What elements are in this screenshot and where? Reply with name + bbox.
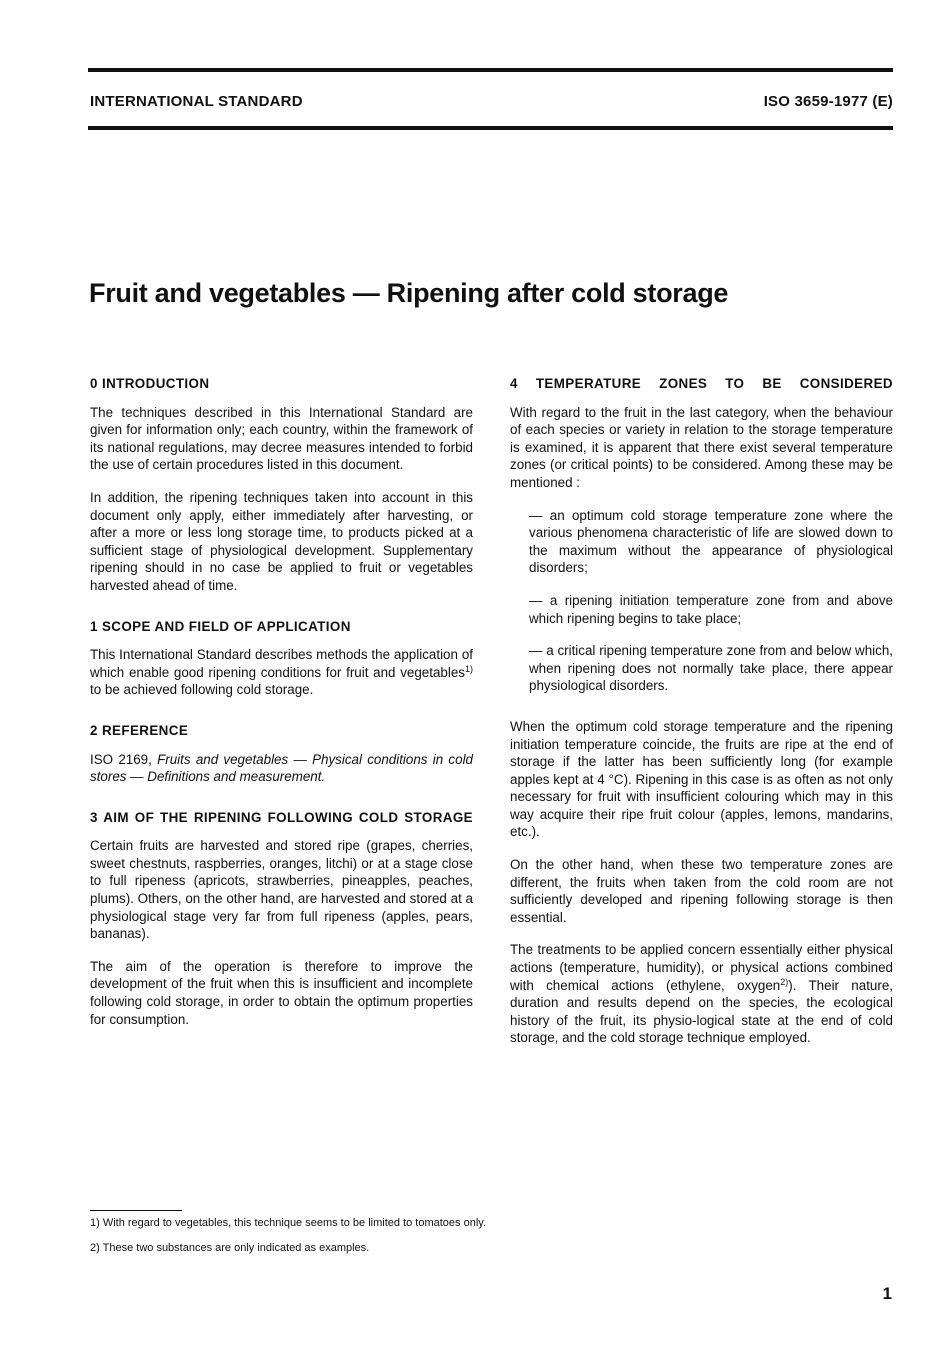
footnote-separator bbox=[90, 1210, 182, 1211]
header-standard-label: INTERNATIONAL STANDARD bbox=[90, 93, 303, 110]
section-1-text-a: This International Standard describes methods the application of which enable good ripening conditions for fruit and vegetables bbox=[90, 647, 473, 680]
section-2-reference bbox=[90, 751, 473, 786]
section-4-paragraph-3: On the other hand, when these two temperature zones are different, the fruits when taken from the cold room are not sufficiently developed and ripening following storage is then essential. bbox=[510, 857, 893, 925]
zone-list-item: — a critical ripening temperature zone from and below which, when ripening does not normally take place, there appear physiological disorders. bbox=[529, 643, 893, 694]
section-0-heading: 0 INTRODUCTION bbox=[90, 376, 210, 391]
section-4-text-a: The treatments to be applied concern essentially either physical actions (temperature, humidity), or physical actions combined with chemical actions (ethylene, oxygen bbox=[510, 942, 893, 993]
section-4-paragraph-4 bbox=[510, 941, 893, 1047]
footnote-ref-2: 2) bbox=[780, 976, 789, 987]
header-document-number: ISO 3659-1977 (E) bbox=[763, 93, 893, 110]
footnote-ref-1: 1) bbox=[464, 663, 473, 674]
section-4-paragraph-1: With regard to the fruit in the last category, when the behaviour of each species or variety in relation to the storage temperature is examined, it is apparent that there exist several temperature zones (or critical points) to be considered. Among these may be mentioned : bbox=[510, 404, 893, 490]
section-4-text-b: ). Their nature, duration and results depend on the species, the ecological history of the fruit, its physio-logical state at the end of cold storage, and the cold storage technique employed. bbox=[510, 977, 893, 1046]
reference-title: Fruits and vegetables — Physical conditions in cold stores — Definitions and measurement. bbox=[90, 751, 473, 785]
section-0-paragraph-1: The techniques described in this International Standard are given for information only; each country, within the framework of its national regulations, may decree measures intended to forbid the use of certain procedures listed in this document. bbox=[90, 404, 473, 473]
left-column bbox=[90, 375, 473, 1028]
section-1-text-b: to be achieved following cold storage. bbox=[90, 682, 314, 698]
section-3-paragraph-1: Certain fruits are harvested and stored ripe (grapes, cherries, sweet chestnuts, raspberries, oranges, litchi) or at a stage close to full ripeness (apricots, strawberries, pineapples, peaches, plums). Others, on the other hand, are harvested and stored at a physiological stage very far from full ripeness (apples, pears, bananas). bbox=[90, 838, 473, 942]
section-3-paragraph-2: The aim of the operation is therefore to improve the development of the fruit when this is insufficient and incomplete following cold storage, in order to obtain the optimum properties for consumption. bbox=[90, 958, 473, 1027]
header-top-rule bbox=[88, 68, 893, 72]
section-4-heading: 4 TEMPERATURE ZONES TO BE CONSIDERED bbox=[510, 376, 893, 391]
footnote-1: 1) With regard to vegetables, this technique seems to be limited to tomatoes only. bbox=[90, 1217, 486, 1229]
zone-list-item: — an optimum cold storage temperature zone where the various phenomena characteristic of life are slowed down to the maximum without the appearance of physiological disorders; bbox=[529, 507, 893, 576]
section-0-paragraph-2: In addition, the ripening techniques taken into account in this document only apply, either immediately after harvesting, or after a more or less long storage time, to products picked at a sufficient stage of physiological development. Supplementary ripening should in no case be applied to fruit or vegetables harvested ahead of time. bbox=[90, 489, 473, 593]
section-2-heading: 2 REFERENCE bbox=[90, 722, 189, 738]
footnote-2: 2) These two substances are only indicated as examples. bbox=[90, 1242, 370, 1254]
page-number: 1 bbox=[882, 1284, 892, 1303]
right-column bbox=[510, 375, 893, 1047]
reference-code: ISO 2169, bbox=[90, 751, 158, 767]
section-3-heading: 3 AIM OF THE RIPENING FOLLOWING COLD STORAGE bbox=[90, 809, 473, 825]
document-title: Fruit and vegetables — Ripening after cold storage bbox=[89, 278, 729, 308]
zone-list-item: — a ripening initiation temperature zone from and above which ripening begins to take place; bbox=[529, 592, 893, 626]
section-1-heading: 1 SCOPE AND FIELD OF APPLICATION bbox=[90, 618, 351, 634]
section-1-paragraph bbox=[90, 646, 473, 699]
section-4-paragraph-2: When the optimum cold storage temperature and the ripening initiation temperature coincide, the fruits are ripe at the end of storage if the latter has been sufficiently long (for example apples kept at 4 °C). Ripening in this case is as often as not only necessary for fruit with insufficient colouring which may in this way acquire their ripe fruit colour (apples, lemons, mandarins, etc.). bbox=[510, 718, 893, 840]
header-bottom-rule bbox=[88, 126, 893, 130]
